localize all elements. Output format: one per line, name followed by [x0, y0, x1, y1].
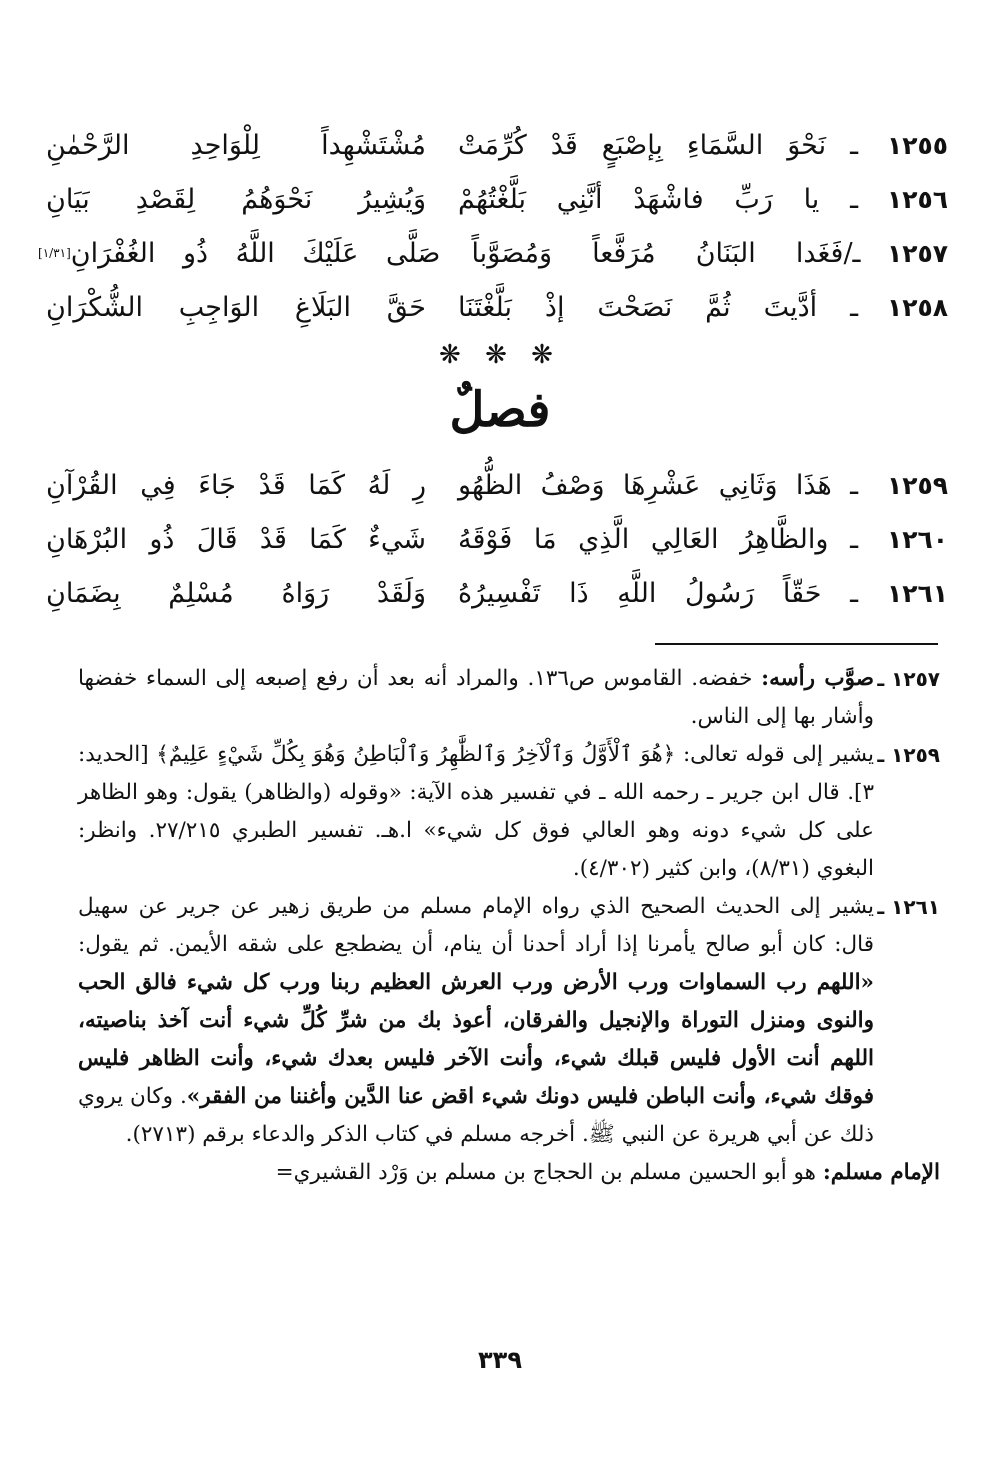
verse-second-hemistich: وَيُشِيرُ نَحْوَهُمُ لِقَصْدِ بَيَانِ: [46, 183, 426, 215]
verse-second-hemistich: حَقَّ البَلَاغِ الوَاجِبِ الشُّكْرَانِ: [46, 291, 426, 323]
verses-bottom: [40, 458, 948, 620]
verse-first-hemistich: ـ أدَّيتَ ثُمَّ نَصَحْتَ إذْ بَلَّغْتَنَا: [458, 291, 858, 323]
verse-number: ١٢٥٩: [886, 470, 948, 500]
footnote-text: . وكان يروي ذلك عن أبي هريرة عن النبي ﷺ. أخرجه مسلم في كتاب الذكر والدعاء برقم (٢٧١٣).: [78, 1084, 874, 1147]
section-title: فصلٌ: [449, 382, 551, 438]
verse-number: ١٢٦١: [886, 578, 948, 608]
verse-number: ١٢٥٦: [886, 184, 948, 214]
footnote-divider: [655, 643, 938, 645]
footnote-continuation: [78, 1154, 940, 1192]
verse-row: [40, 566, 948, 620]
verse-second-hemistich: وَلَقَدْ رَوَاهُ مُسْلِمٌ بِضَمَانِ: [46, 577, 426, 609]
verse-row: [40, 172, 948, 226]
verse-second-hemistich: صَلَّى عَلَيْكَ اللَّهُ ذُو الغُفْرَانِ: [70, 237, 441, 269]
verse-first-hemistich: ـ والظَّاهِرُ العَالِي الَّذِي مَا فَوْقَهُ: [458, 523, 858, 555]
verse-number: ١٢٥٧: [886, 238, 948, 268]
verse-second-hemistich: رِ لَهُ كَمَا قَدْ جَاءَ فِي القُرْآنِ: [46, 469, 426, 501]
footnote-1261: [78, 888, 940, 1154]
footnote-text: خفضه. القاموس ص١٣٦. والمراد أنه بعد أن رفع إصبعه إلى السماء خفضها وأشار بها إلى الناس.: [78, 666, 874, 729]
verse-row: [40, 280, 948, 334]
verse-row: [40, 512, 948, 566]
verse-row: [40, 458, 948, 512]
verse-number: ١٢٥٨: [886, 292, 948, 322]
footnotes: [78, 660, 940, 1192]
verse-first-hemistich: ـ هَذَا وَثَانِي عَشْرِهَا وَصْفُ الظُّهُو: [458, 469, 858, 501]
footnote-1259: [78, 736, 940, 888]
footnote-1257: [78, 660, 940, 736]
footnote-number: ١٢٥٩ ـ: [877, 743, 940, 767]
verses-top: [40, 118, 948, 334]
verse-first-hemistich: ـ حَقّاً رَسُولُ اللَّهِ ذَا تَفْسِيرُهُ: [458, 577, 858, 609]
verse-first-hemistich: ـ نَحْوَ السَّمَاءِ بِإصْبَعٍ قَدْ كُرِّمَتْ: [458, 129, 858, 161]
footnote-term: صوَّب رأسه:: [761, 666, 874, 691]
verse-first-hemistich: ـ يا رَبِّ فاشْهَدْ أنَّنِي بَلَّغْتُهُمْ: [458, 183, 858, 215]
footnote-number: ١٢٥٧ ـ: [877, 667, 940, 691]
manuscript-page-marker: [١/٣١]: [38, 246, 71, 260]
verse-second-hemistich: شَيءٌ كَمَا قَدْ قَالَ ذُو البُرْهَانِ: [46, 523, 426, 555]
footnote-text: هو أبو الحسين مسلم بن الحجاج بن مسلم بن وَرْد القشيري=: [275, 1160, 816, 1185]
verse-number: ١٢٥٥: [886, 130, 948, 160]
footnote-term: الإمام مسلم:: [822, 1160, 940, 1185]
section-separator: ❋ ❋ ❋: [439, 340, 561, 370]
verse-number: ١٢٦٠: [886, 524, 948, 554]
verse-row: [40, 118, 948, 172]
hadith-quote: «اللهم رب السماوات ورب الأرض ورب العرش العظيم ربنا ورب كل شيء فالق الحب والنوى ومنزل التوراة والإنجيل والفرقان، أعوذ بك من شرِّ كُلِّ شيء أنت آخذ بناصيته، اللهم أنت الأول فليس قبلك شيء، وأنت الآخر فليس بعدك شيء، وأنت الظاهر فليس فوقك شيء، وأنت الباطن فليس دونك شيء اقض عنا الدَّين وأغننا من الفقر»: [78, 970, 874, 1109]
verse-row: [40, 226, 948, 280]
page-number: ٣٣٩: [478, 1346, 522, 1374]
verse-first-hemistich: ـ/فَغَدا البَنَانُ مُرَفَّعاً وَمُصَوَّباً: [471, 237, 861, 269]
verse-second-hemistich: مُشْتَشْهِداً لِلْوَاحِدِ الرَّحْمٰنِ: [46, 129, 426, 161]
footnote-text: يشير إلى قوله تعالى: ﴿هُوَ ٱلْأَوَّلُ وَٱلْآخِرُ وَٱلظَّٰهِرُ وَٱلْبَاطِنُ وَهُوَ بِكُلِّ شَيْءٍ عَلِيمٌ﴾ [الحديد: ٣]. قال ابن جرير ـ رحمه الله ـ في تفسير هذه الآية: «وقوله (والظاهر) يقول: وهو الظاهر على كل شيء دونه وهو العالي فوق كل شيء» ا.هـ. تفسير الطبري ٢٧/٢١٥. وانظر: البغوي (٨/٣١)، وابن كثير (٤/٣٠٢).: [78, 742, 874, 881]
footnote-text: يشير إلى الحديث الصحيح الذي رواه الإمام مسلم من طريق زهير عن جرير عن سهيل قال: كان أبو صالح يأمرنا إذا أراد أحدنا أن ينام، أن يضطجع على شقه الأيمن. ثم يقول:: [78, 894, 874, 957]
footnote-number: ١٢٦١ ـ: [877, 895, 940, 919]
